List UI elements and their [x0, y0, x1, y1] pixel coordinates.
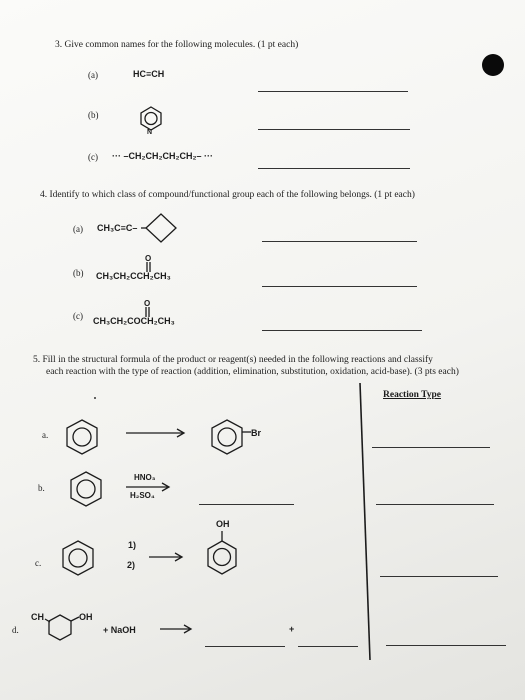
reaction-type-heading: Reaction Type — [383, 390, 441, 400]
q5-c-step2: 2) — [127, 560, 136, 570]
q5c-aromatic-circle — [69, 549, 87, 567]
q5a-benzene-ring — [67, 420, 97, 454]
pyridine-aromatic-circle — [145, 113, 157, 125]
q5a-aromatic-circle — [73, 428, 91, 446]
q4-b-formula: CH₃CH₂CCH₂CH₃ — [96, 271, 171, 281]
q5-d-oh: OH — [79, 612, 93, 622]
q5-a-label: a. — [42, 430, 49, 440]
cyclobutane-ring — [146, 214, 176, 242]
q5-c-label: c. — [35, 558, 42, 568]
q5d-oh-bond — [71, 617, 79, 621]
q5-d-label: d. — [12, 625, 19, 635]
q5c-product-circle — [214, 549, 231, 566]
q5-header-line1: 5. Fill in the structural formula of the product or reagent(s) needed in the following reactions and classify — [33, 355, 433, 365]
q5-a-br: Br — [251, 428, 262, 438]
q5c-benzene-ring — [63, 541, 93, 575]
q3-c-label: (c) — [88, 152, 98, 162]
q4-b-oxygen: O — [145, 254, 152, 263]
q5-dot-mark — [94, 397, 96, 399]
q4-b-label: (b) — [73, 268, 84, 278]
q3-header: 3. Give common names for the following molecules. (1 pt each) — [55, 40, 299, 50]
q5d-ring — [49, 615, 71, 640]
q4-c-formula: CH₃CH₂COCH₂CH₃ — [93, 316, 175, 326]
q4-a-formula: CH₃C≡C– — [97, 223, 138, 233]
q5a-product-ring — [212, 420, 242, 454]
q5-b-reagent-bottom: H₂SO₄ — [130, 491, 155, 500]
q5b-aromatic-circle — [77, 480, 95, 498]
pyridine-ring — [141, 107, 161, 130]
q3-a-formula: HC≡CH — [133, 69, 165, 79]
q4-header: 4. Identify to which class of compound/functional group each of the following belongs. (1 pt each) — [40, 190, 415, 200]
q5-c-step1: 1) — [128, 540, 137, 550]
q4-c-label: (c) — [73, 311, 83, 321]
q5-b-reagent-top: HNO₃ — [134, 473, 156, 482]
q4-c-oxygen: O — [144, 299, 151, 308]
q5-c-oh: OH — [216, 519, 230, 529]
q5-b-label: b. — [38, 483, 45, 493]
q5a-product-circle — [218, 428, 236, 446]
q5c-product-ring — [208, 541, 236, 574]
q4-a-label: (a) — [73, 224, 83, 234]
q3-a-label: (a) — [88, 70, 98, 80]
q5-d-plus: + — [289, 624, 295, 634]
reaction-type-divider — [360, 383, 370, 660]
q5-d-reagent: + NaOH — [103, 625, 136, 635]
q5-header-line2: each reaction with the type of reaction (addition, elimination, substitution, oxidation, acid-base). (3 pts each) — [46, 367, 459, 377]
q3-c-formula: ··· –CH₂CH₂CH₂CH₂– ··· — [112, 151, 213, 161]
q5-d-ch: CH — [31, 612, 44, 622]
q3-b-label: (b) — [88, 110, 99, 120]
q3-b-atom: N — [147, 129, 153, 136]
q5b-benzene-ring — [71, 472, 101, 506]
